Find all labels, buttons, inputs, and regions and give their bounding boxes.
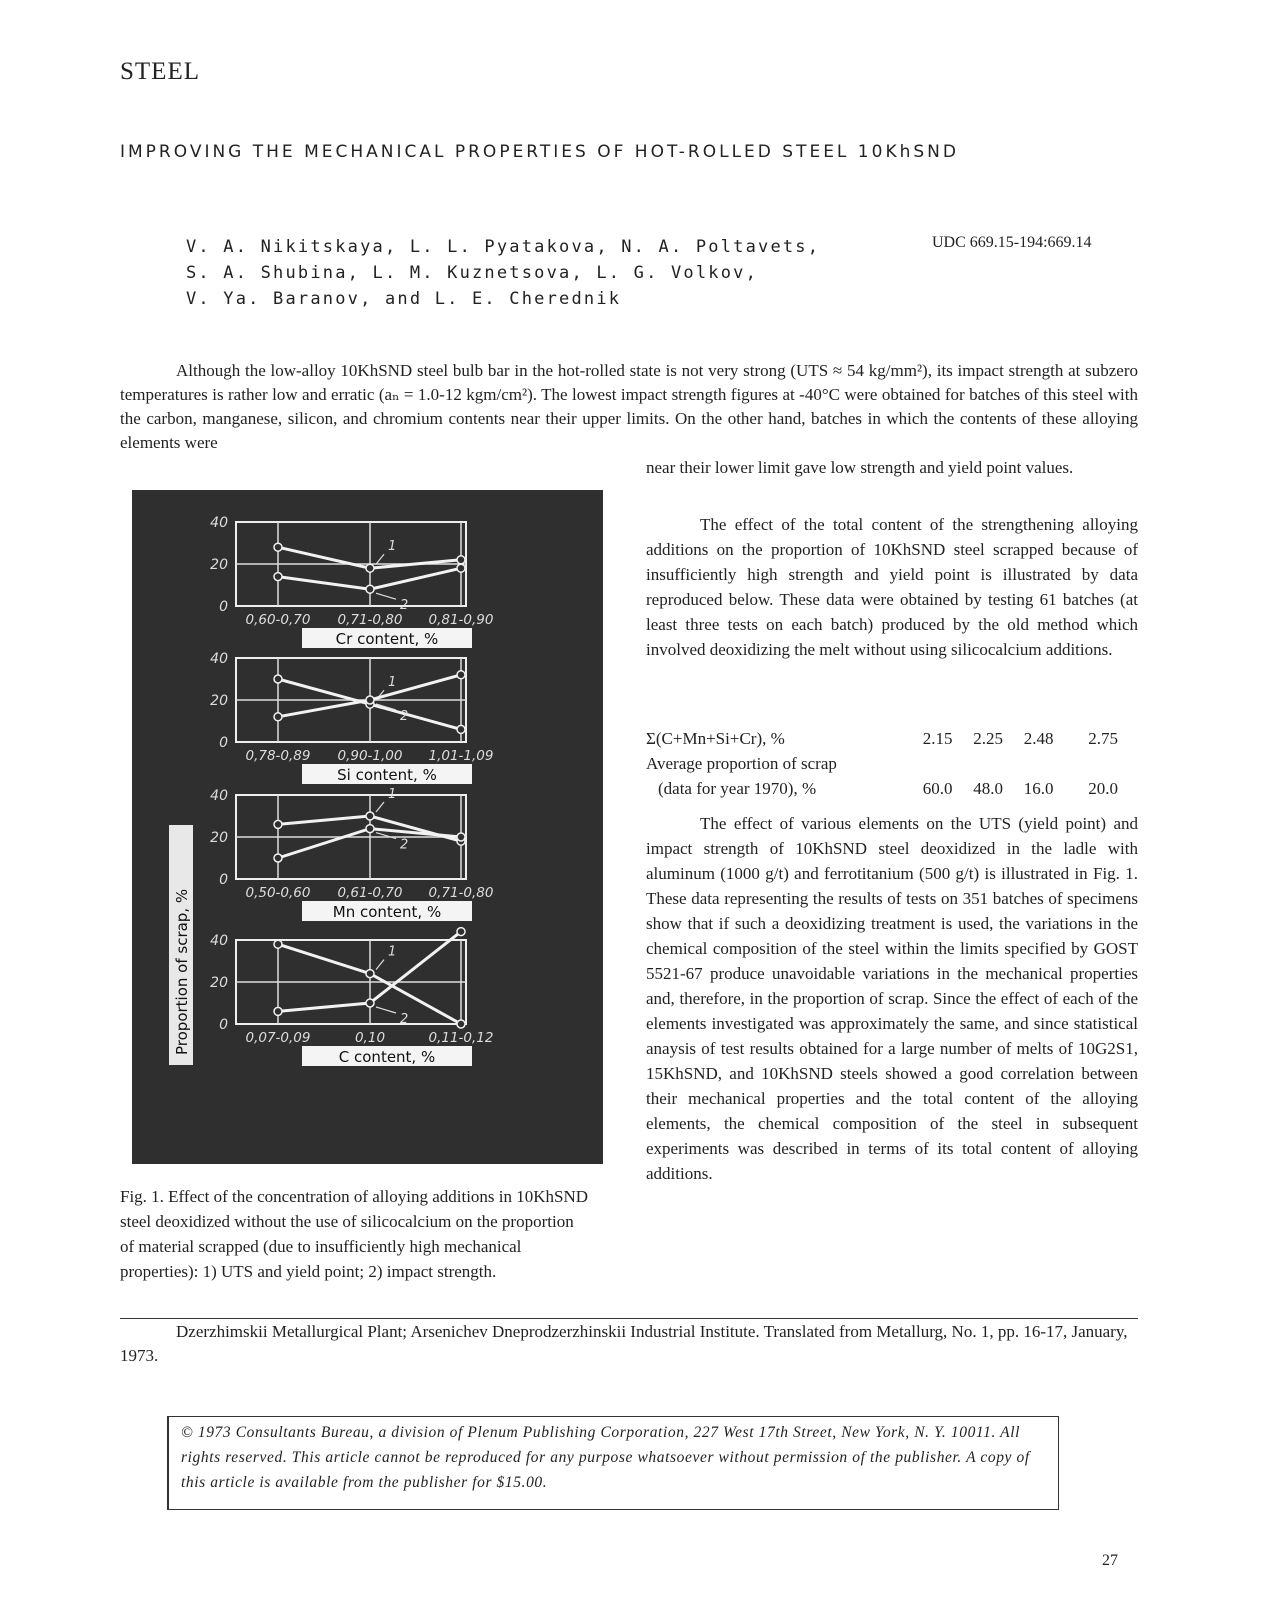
page-number: 27 xyxy=(1102,1552,1118,1569)
series-leader xyxy=(376,1007,396,1013)
chart-panel xyxy=(210,787,493,921)
table-cell: 2.48 xyxy=(1023,729,1054,748)
data-point xyxy=(366,825,374,833)
x-tick-label: 0,90-1,00 xyxy=(337,748,403,764)
table-cell: 16.0 xyxy=(1023,779,1054,798)
paragraph-3-text: The effect of various elements on the UTS (yield point) and impact strength of 10KhSND steel deoxidized in the ladle with aluminum (1000 g/t) and ferrotitanium (500 g/t) is illustrated in Fig. 1. These data representing the results of tests on 351 batches of specimens show that if such a deoxidizing treatment is used, the variations in the chemical composition of the steel within the limits specified by GOST 5521-67 produce unavoidable variations in the mechanical properties and, therefore, in the proportion of scrap. Since the effect of each of the elements investigated was approximately the same, and since statistical anaysis of test results obtained for a large number of melts of 10G2S1, 15KhSND, and 10KhSND steels showed a good correlation between their mechanical properties and the total content of the alloying elements, the chemical composition of the steel in subsequent experiments was described in terms of its total content of alloying additions. xyxy=(646,814,1138,1183)
chart-panel xyxy=(210,515,493,648)
table-cell: 2.15 xyxy=(922,729,953,748)
data-point xyxy=(457,928,465,936)
paragraph-2-text: The effect of the total content of the strengthening alloying additions on the proportion of 10KhSND steel scrapped because of insufficiently high strength and yield point is illustrated by data reproduced below. These data were obtained by testing 61 batches (at least three tests on each batch) produced by the old method which involved deoxidizing the melt without using silicocalcium additions. xyxy=(646,515,1138,659)
series-leader xyxy=(376,802,384,812)
data-point xyxy=(366,970,374,978)
table-row xyxy=(646,726,1138,751)
scrap-table xyxy=(646,726,1138,801)
x-tick-label: 0,11-0,12 xyxy=(428,1030,494,1046)
paragraph-3 xyxy=(646,811,1138,1186)
table-cell: Average proportion of scrap xyxy=(646,754,837,773)
y-tick-label: 20 xyxy=(210,830,228,846)
y-tick-label: 40 xyxy=(210,933,228,949)
figure-chart xyxy=(132,490,603,1164)
x-tick-label: 0,10 xyxy=(354,1030,386,1046)
ylabel-text: Proportion of scrap, % xyxy=(173,888,191,1055)
copyright-box: © 1973 Consultants Bureau, a division of Plenum Publishing Corporation, 227 West 17th Street, New York, N. Y. 10011. All rights reserved. This article cannot be reproduced for any purpose whatsoever without permission of the publisher. A copy of this article is available from the publisher for $15.00. xyxy=(167,1416,1059,1510)
footnote: Dzerzhimskii Metallurgical Plant; Arsenichev Dneprodzerzhinskii Industrial Institute. Translated from Metallurg, No. 1, pp. 16-17, January, 1973. xyxy=(120,1322,1128,1365)
x-tick-label: 0,71-0,80 xyxy=(428,885,494,901)
x-tick-label: 0,07-0,09 xyxy=(245,1030,311,1046)
x-axis-label: Si content, % xyxy=(337,766,437,784)
y-tick-label: 20 xyxy=(210,557,228,573)
author-line: V. A. Nikitskaya, L. L. Pyatakova, N. A. Poltavets, xyxy=(186,237,821,257)
series-label: 1 xyxy=(388,539,397,555)
data-point xyxy=(274,820,282,828)
data-point xyxy=(274,1007,282,1015)
series-leader xyxy=(376,593,396,599)
y-tick-label: 40 xyxy=(210,515,228,531)
figure-1 xyxy=(132,490,603,1164)
footnote-divider xyxy=(120,1318,1138,1319)
author-line: S. A. Shubina, L. M. Kuznetsova, L. G. Volkov, xyxy=(186,263,759,283)
intro-paragraph: Although the low-alloy 10KhSND steel bulb bar in the hot-rolled state is not very strong (UTS ≈ 54 kg/mm²), its impact strength at subzero temperatures is rather low and erratic (aₙ = 1.0-12 kgm/cm²). The lowest impact strength figures at -40°C were obtained for batches of this steel with the carbon, manganese, silicon, and chromium contents near their upper limits. On the other hand, batches in which the contents of these alloying elements were xyxy=(120,361,1138,452)
y-tick-label: 0 xyxy=(219,599,228,615)
data-point xyxy=(274,573,282,581)
x-tick-label: 0,60-0,70 xyxy=(245,612,311,628)
x-tick-label: 1,01-1,09 xyxy=(428,748,494,764)
x-axis-label: Mn content, % xyxy=(332,903,442,921)
data-point xyxy=(366,812,374,820)
series-leader xyxy=(376,554,384,564)
x-axis-label: C content, % xyxy=(338,1048,436,1066)
data-point xyxy=(274,675,282,683)
data-point xyxy=(457,1020,465,1028)
intro-paragraph-continued: near their lower limit gave low strength and yield point values. xyxy=(646,458,1074,477)
y-tick-label: 40 xyxy=(210,651,228,667)
chart-panel xyxy=(210,651,493,784)
y-tick-label: 20 xyxy=(210,693,228,709)
data-point xyxy=(457,833,465,841)
series-label: 2 xyxy=(400,709,409,724)
x-tick-label: 0,78-0,89 xyxy=(245,748,311,764)
data-point xyxy=(366,696,374,704)
data-point xyxy=(457,556,465,564)
x-tick-label: 0,81-0,90 xyxy=(428,612,494,628)
y-tick-label: 20 xyxy=(210,975,228,991)
y-tick-label: 0 xyxy=(219,1017,228,1033)
figure-caption: Fig. 1. Effect of the concentration of alloying additions in 10KhSND steel deoxidized without the use of silicocalcium on the proportion of material scrapped (due to insufficiently high mechanical properties): 1) UTS and yield point; 2) impact strength. xyxy=(120,1187,589,1281)
data-point xyxy=(274,543,282,551)
data-point xyxy=(457,725,465,733)
data-point xyxy=(457,671,465,679)
paragraph-2 xyxy=(646,512,1138,662)
x-axis-label: Cr content, % xyxy=(335,630,439,648)
x-tick-label: 0,61-0,70 xyxy=(337,885,403,901)
series-label: 2 xyxy=(400,598,409,614)
y-tick-label: 0 xyxy=(219,735,228,751)
author-line: V. Ya. Baranov, and L. E. Cherednik xyxy=(186,289,622,309)
series-label: 1 xyxy=(388,787,397,802)
series-label: 2 xyxy=(400,1012,409,1027)
data-point xyxy=(274,854,282,862)
data-point xyxy=(274,713,282,721)
x-tick-label: 0,50-0,60 xyxy=(245,885,311,901)
table-cell: 2.25 xyxy=(973,729,1003,748)
series-label: 2 xyxy=(400,837,409,853)
data-point xyxy=(366,585,374,593)
table-cell: (data for year 1970), % xyxy=(658,779,817,798)
series-label: 1 xyxy=(388,944,397,960)
table-cell: Σ(C+Mn+Si+Cr), % xyxy=(646,729,785,748)
y-tick-label: 40 xyxy=(210,788,228,804)
y-tick-label: 0 xyxy=(219,872,228,888)
chart-panel xyxy=(210,928,493,1066)
table-cell: 48.0 xyxy=(973,779,1003,798)
table-cell: 2.75 xyxy=(1088,729,1118,748)
udc-code: UDC 669.15-194:669.14 xyxy=(932,234,1092,251)
data-point xyxy=(457,564,465,572)
data-point xyxy=(274,940,282,948)
table-cell: 20.0 xyxy=(1088,779,1118,798)
author-list xyxy=(186,234,820,312)
data-point xyxy=(366,564,374,572)
table-row xyxy=(646,776,1138,801)
data-point xyxy=(366,999,374,1007)
series-leader xyxy=(376,960,384,970)
x-tick-label: 0,71-0,80 xyxy=(337,612,403,628)
series-label: 1 xyxy=(388,675,397,691)
table-row xyxy=(646,751,1138,776)
article-title: IMPROVING THE MECHANICAL PROPERTIES OF HOT-ROLLED STEEL 10KhSND xyxy=(120,142,959,162)
section-heading: STEEL xyxy=(120,58,200,85)
table-cell: 60.0 xyxy=(922,779,953,798)
